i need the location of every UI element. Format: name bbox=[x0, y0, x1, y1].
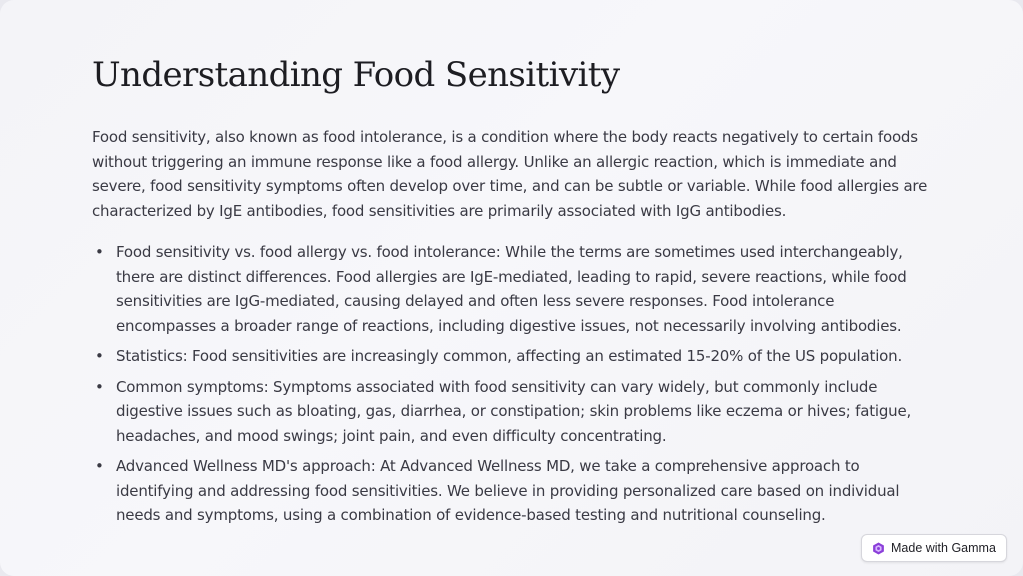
list-item bbox=[92, 240, 932, 338]
made-with-gamma-button[interactable] bbox=[861, 534, 1007, 562]
bullet-list bbox=[92, 240, 932, 534]
bullet-dot-icon: • bbox=[95, 457, 104, 475]
list-item-text: Common symptoms: Symptoms associated with food sensitivity can vary widely, but commonly include digestive issues such as bloating, gas, diarrhea, or constipation; skin problems like eczema or hives; fatigue, headaches, and mood swings; joint pain, and even difficulty concentrating. bbox=[116, 377, 912, 445]
list-item-text: Statistics: Food sensitivities are increasingly common, affecting an estimated 15-20% of the US population. bbox=[116, 347, 903, 365]
intro-paragraph: Food sensitivity, also known as food intolerance, is a condition where the body reacts negatively to certain foods without triggering an immune response like a food allergy. Unlike an allergic reaction, which is immediate and severe, food sensitivity symptoms often develop over time, and can be subtle or variable. While food allergies are characterized by IgE antibodies, food sensitivities are primarily associated with IgG antibodies. bbox=[92, 128, 928, 220]
list-item bbox=[92, 344, 932, 369]
bullet-dot-icon: • bbox=[95, 347, 104, 365]
list-item-text: Advanced Wellness MD's approach: At Advanced Wellness MD, we take a comprehensive approach to identifying and addressing food sensitivities. We believe in providing personalized care based on individual needs and symptoms, using a combination of evidence-based testing and nutritional counseling. bbox=[116, 457, 900, 524]
slide-title: Understanding Food Sensitivity bbox=[92, 55, 620, 95]
list-item bbox=[92, 375, 932, 449]
list-item-text: Food sensitivity vs. food allergy vs. food intolerance: While the terms are sometimes used interchangeably, there are distinct differences. Food allergies are IgE-mediated, leading to rapid, severe reactions, while food sensitivities are IgG-mediated, causing delayed and often less severe responses. Food intolerance encompasses a broader range of reactions, including digestive issues, not necessarily involving antibodies. bbox=[116, 243, 907, 335]
list-item bbox=[92, 454, 932, 528]
bullet-dot-icon: • bbox=[95, 377, 104, 396]
badge-label: Made with Gamma bbox=[891, 541, 996, 555]
gamma-logo-icon bbox=[872, 542, 885, 555]
bullet-dot-icon: • bbox=[95, 243, 104, 261]
